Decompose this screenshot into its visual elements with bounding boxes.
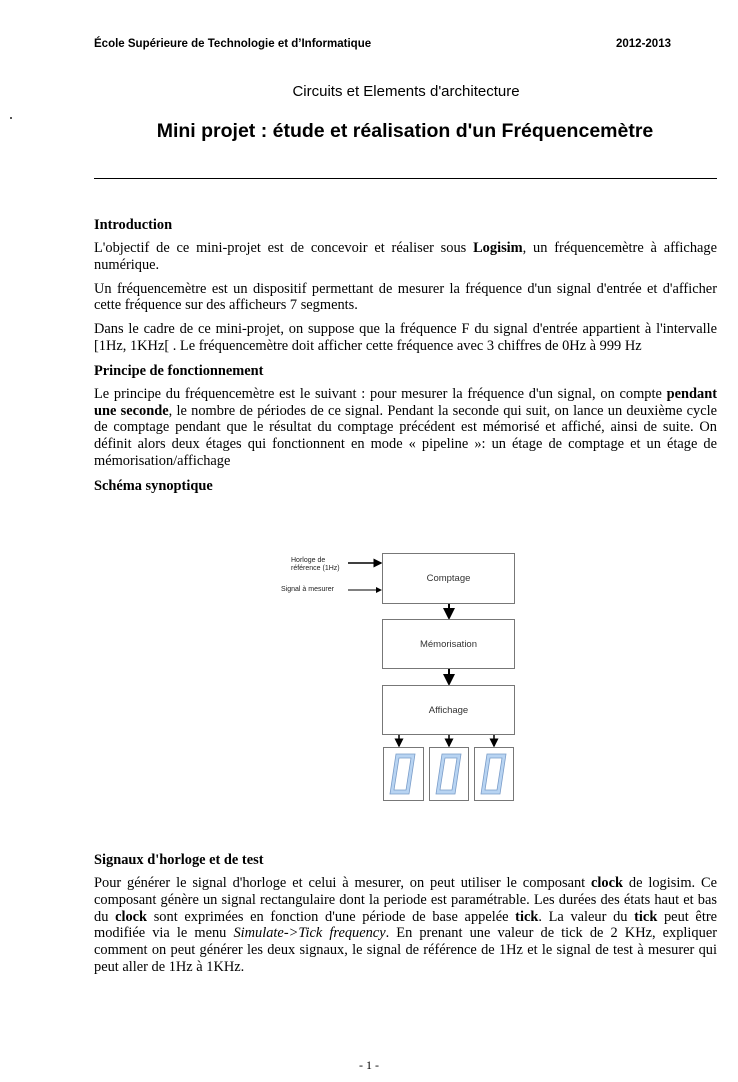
- emphasis-tick: tick: [634, 908, 658, 925]
- emphasis-logisim: Logisim: [473, 240, 523, 256]
- section-signaux: [94, 851, 717, 983]
- seven-segment-display-3: [474, 747, 514, 801]
- stray-dot: [10, 117, 12, 119]
- intro-paragraph-1: [94, 240, 717, 274]
- intro-paragraph-2: Un fréquencemètre est un dispositif permettant de mesurer la fréquence d'un signal d'entrée et d'afficher cette fréquence sur des afficheurs 7 segments.: [94, 280, 717, 314]
- block-memorisation: Mémorisation: [382, 619, 515, 669]
- label-line: référence (1Hz): [291, 565, 340, 572]
- page-title: Mini projet : étude et réalisation d'un Fréquencemètre: [156, 120, 654, 142]
- signaux-paragraph: [94, 875, 717, 976]
- text: de logisim. Ce composant génère un signal rectangulaire dont la periode est paramétrable. Les durées des états haut et bas du: [94, 875, 717, 925]
- emphasis-clock: clock: [115, 908, 148, 925]
- seven-segment-display-2: [429, 747, 469, 801]
- section-heading-principe: Principe de fonctionnement: [94, 362, 264, 379]
- digit-zero-icon: [475, 748, 512, 799]
- text: L'objectif de ce mini-projet est de concevoir et réaliser sous: [94, 240, 474, 256]
- menu-path: Simulate->Tick frequency: [233, 925, 386, 942]
- digit-zero-icon: [384, 748, 422, 799]
- seven-segment-display-1: [383, 747, 424, 801]
- label-line: Horloge de: [291, 557, 326, 564]
- text: , un fréquencemètre à affichage numérique.: [94, 240, 717, 273]
- title-divider: [94, 178, 717, 179]
- course-title: Circuits et Elements d'architecture: [292, 83, 520, 100]
- text: Le principe du fréquencemètre est le suivant : pour mesurer la fréquence d'un signal, on compte: [94, 385, 667, 402]
- text: Pour générer le signal d'horloge et celui à mesurer, on peut utiliser le composant: [94, 875, 592, 891]
- digit-zero-icon: [430, 748, 467, 799]
- text: . En prenant une valeur de tick de 2 KHz, expliquer comment on peut générer les deux signaux, le signal de référence de 1Hz et le signal de test à mesurer qui peut aller de 1Hz à 1KHz.: [94, 925, 717, 975]
- header-school: École Supérieure de Technologie et d’Informatique: [94, 38, 372, 50]
- section-heading-schema: Schéma synoptique: [94, 477, 213, 494]
- principe-paragraph: [94, 386, 717, 470]
- text: . La valeur du: [538, 908, 635, 925]
- text: sont exprimées en fonction d'une période de base appelée: [147, 908, 516, 925]
- block-affichage: Affichage: [382, 685, 515, 735]
- block-comptage: Comptage: [382, 553, 515, 604]
- emphasis-tick: tick: [515, 908, 539, 925]
- emphasis-clock: clock: [591, 875, 624, 891]
- section-heading-introduction: Introduction: [94, 217, 173, 233]
- text: peut être modifiée via le menu: [94, 908, 717, 942]
- text: , le nombre de périodes de ce signal. Pendant la seconde qui suit, on lance un deuxième cycle de comptage pendant que le résultat du comptage précédent est mémorisé et affiché, ainsi de suite. On définit alors deux étages qui fonctionnent en mode « pipeline »: un étage de comptage et un étage de mémorisation/affichage: [94, 402, 717, 469]
- header-year: 2012-2013: [616, 38, 671, 50]
- section-heading-signaux: Signaux d'horloge et de test: [94, 852, 264, 868]
- intro-paragraph-3: Dans le cadre de ce mini-projet, on suppose que la fréquence F du signal d'entrée appartient à l'intervalle [1Hz, 1KHz[ . Le fréquencemètre doit afficher cette fréquence avec 3 chiffres de 0Hz à 999 Hz: [94, 321, 717, 354]
- label-signal-input: Signal à mesurer: [281, 586, 334, 593]
- page-number: - 1 -: [359, 1058, 379, 1072]
- main-content: [94, 216, 717, 501]
- block-diagram: [270, 550, 530, 810]
- emphasis: pendant une seconde: [94, 385, 717, 419]
